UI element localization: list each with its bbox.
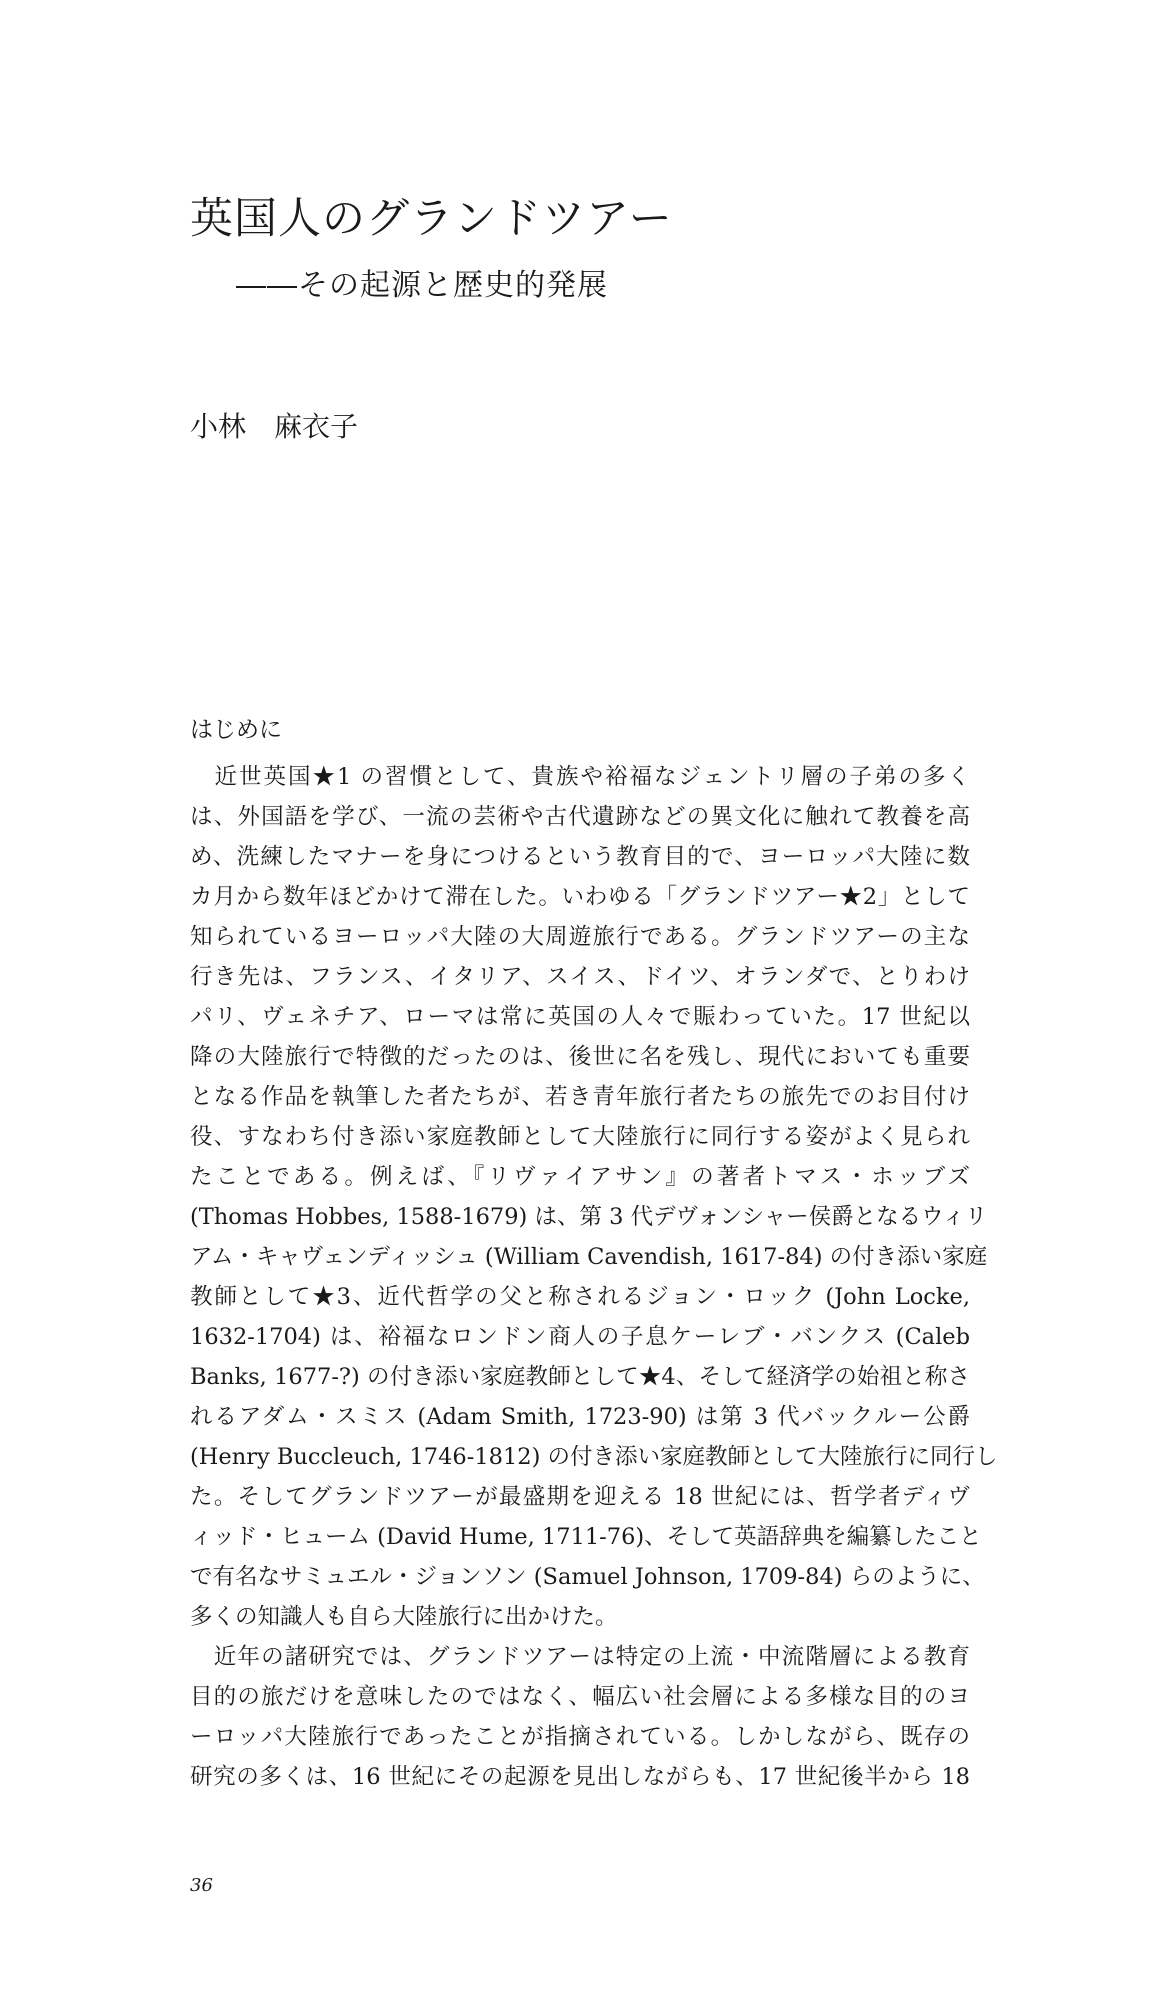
body-line: パリ、ヴェネチア、ローマは常に英国の人々で賑わっていた。17 世紀以: [190, 1004, 970, 1030]
page-number: 36: [190, 1875, 213, 1896]
body-line: で有名なサミュエル・ジョンソン (Samuel Johnson, 1709-84) らのように、: [190, 1564, 985, 1590]
body-text: [190, 757, 998, 1797]
body-line: 教師として★3、近代哲学の父と称されるジョン・ロック (John Locke,: [190, 1284, 970, 1310]
body-line: ィッド・ヒューム (David Hume, 1711-76)、そして英語辞典を編纂したこと: [190, 1524, 982, 1550]
article-author: 小林 麻衣子: [190, 410, 359, 443]
body-line: 目的の旅だけを意味したのではなく、幅広い社会層による多様な目的のヨ: [190, 1684, 970, 1710]
body-line: 行き先は、フランス、イタリア、スイス、ドイツ、オランダで、とりわけ: [190, 964, 970, 990]
body-line: (Thomas Hobbes, 1588-1679) は、第 3 代デヴォンシャー侯爵となるウィリ: [190, 1204, 988, 1230]
body-line: アム・キャヴェンディッシュ (William Cavendish, 1617-84) の付き添い家庭: [190, 1244, 988, 1270]
body-line: 降の大陸旅行で特徴的だったのは、後世に名を残し、現代においても重要: [190, 1044, 970, 1070]
body-line: たことである。例えば、『リヴァイアサン』の著者トマス・ホッブズ: [190, 1164, 970, 1190]
body-line: ーロッパ大陸旅行であったことが指摘されている。しかしながら、既存の: [190, 1724, 970, 1750]
body-line: Banks, 1677-?) の付き添い家庭教師として★4、そして経済学の始祖と称さ: [190, 1364, 970, 1390]
body-line: カ月から数年ほどかけて滞在した。いわゆる「グランドツアー★2」として: [190, 884, 970, 910]
body-line: 近年の諸研究では、グランドツアーは特定の上流・中流階層による教育: [190, 1644, 970, 1670]
body-line: め、洗練したマナーを身につけるという教育目的で、ヨーロッパ大陸に数: [190, 844, 970, 870]
body-line: (Henry Buccleuch, 1746-1812) の付き添い家庭教師として大陸旅行に同行し: [190, 1444, 998, 1470]
body-line: 1632-1704) は、裕福なロンドン商人の子息ケーレブ・バンクス (Caleb: [190, 1324, 970, 1350]
body-line: た。そしてグランドツアーが最盛期を迎える 18 世紀には、哲学者ディヴ: [190, 1484, 970, 1510]
body-line: 役、すなわち付き添い家庭教師として大陸旅行に同行する姿がよく見られ: [190, 1124, 970, 1150]
section-heading: はじめに: [190, 717, 282, 743]
body-line: となる作品を執筆した者たちが、若き青年旅行者たちの旅先でのお目付け: [190, 1084, 970, 1110]
body-line: れるアダム・スミス (Adam Smith, 1723-90) は第 3 代バックルー公爵: [190, 1404, 970, 1430]
article-title: 英国人のグランドツアー: [190, 194, 673, 244]
body-line: 近世英国★1 の習慣として、貴族や裕福なジェントリ層の子弟の多く: [190, 764, 970, 790]
article-subtitle: ――その起源と歴史的発展: [236, 268, 608, 303]
body-line: 研究の多くは、16 世紀にその起源を見出しながらも、17 世紀後半から 18: [190, 1764, 970, 1790]
body-line: 知られているヨーロッパ大陸の大周遊旅行である。グランドツアーの主な: [190, 924, 970, 950]
body-line: は、外国語を学び、一流の芸術や古代遺跡などの異文化に触れて教養を高: [190, 804, 970, 830]
body-line: 多くの知識人も自ら大陸旅行に出かけた。: [190, 1604, 618, 1630]
